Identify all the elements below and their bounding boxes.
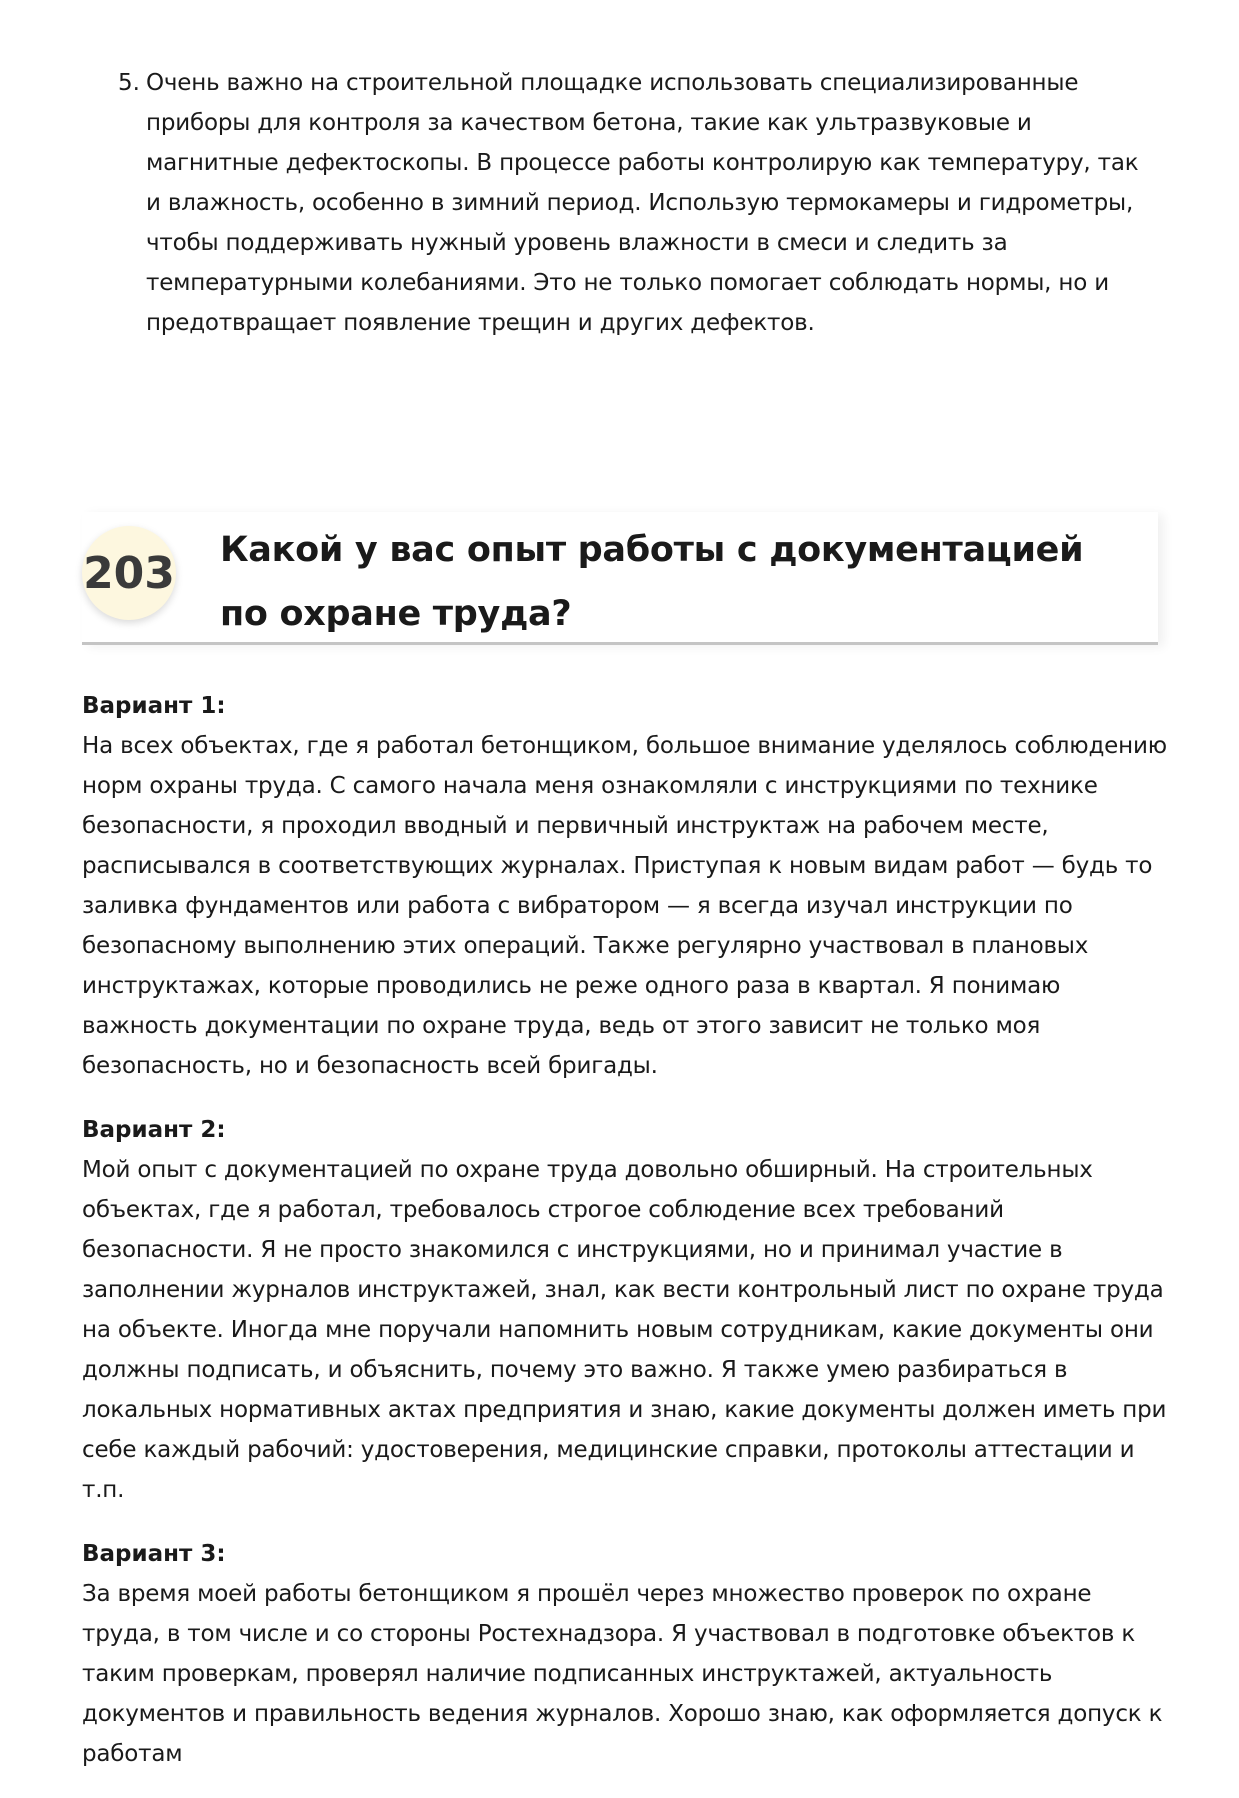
variant-label: Вариант 3: bbox=[82, 1541, 226, 1567]
variant-label: Вариант 1: bbox=[82, 693, 226, 719]
question-number-badge: 203 bbox=[82, 526, 176, 620]
question-header bbox=[82, 512, 1158, 645]
previous-answer-item bbox=[118, 63, 1158, 343]
variant-label: Вариант 2: bbox=[82, 1117, 226, 1143]
variant-text: Мой опыт с документацией по охране труда довольно обширный. На строительных объектах, где я работал, требовалось строгое соблюдение всех требований безопасности. Я не просто знакомился с инструкциями, но и принимал участие в заполнении журналов инструктажей, знал, как вести контрольный лист по охране труда на объекте. Иногда мне поручали напомнить новым сотрудникам, какие документы они должны подписать, и объяснить, почему это важно. Я также умею разбираться в локальных нормативных актах предприятия и знаю, какие документы должен иметь при себе каждый рабочий: удостоверения, медицинские справки, протоколы аттестации и т.п. bbox=[82, 1157, 1167, 1503]
question-title: Какой у вас опыт работы с документацией по охране труда? bbox=[220, 530, 1084, 634]
variant-3 bbox=[82, 1534, 1172, 1774]
variant-2 bbox=[82, 1110, 1172, 1510]
variant-text: За время моей работы бетонщиком я прошёл через множество проверок по охране труда, в том числе и со стороны Ростехнадзора. Я участвовал в подготовке объектов к таким проверкам, проверял наличие подписанных инструктажей, актуальность документов и правильность ведения журналов. Хорошо знаю, как оформляется допуск к работам bbox=[82, 1581, 1163, 1767]
answer-variants bbox=[82, 686, 1172, 1798]
list-item-text: Очень важно на строительной площадке использовать специализированные приборы для контроля за качеством бетона, такие как ультразвуковые и магнитные дефектоскопы. В процессе работы контролирую как температуру, так и влажность, особенно в зимний период. Использую термокамеры и гидрометры, чтобы поддерживать нужный уровень влажности в смеси и следить за температурными колебаниями. Это не только помогает соблюдать нормы, но и предотвращает появление трещин и других дефектов. bbox=[146, 70, 1139, 336]
variant-text: На всех объектах, где я работал бетонщиком, большое внимание уделялось соблюдению норм охраны труда. С самого начала меня ознакомляли с инструкциями по технике безопасности, я проходил вводный и первичный инструктаж на рабочем месте, расписывался в соответствующих журналах. Приступая к новым видам работ — будь то заливка фундаментов или работа с вибратором — я всегда изучал инструкции по безопасному выполнению этих операций. Также регулярно участвовал в плановых инструктажах, которые проводились не реже одного раза в квартал. Я понимаю важность документации по охране труда, ведь от этого зависит не только моя безопасность, но и безопасность всей бригады. bbox=[82, 733, 1167, 1079]
variant-1 bbox=[82, 686, 1172, 1086]
list-item-number: 5. bbox=[118, 70, 140, 96]
